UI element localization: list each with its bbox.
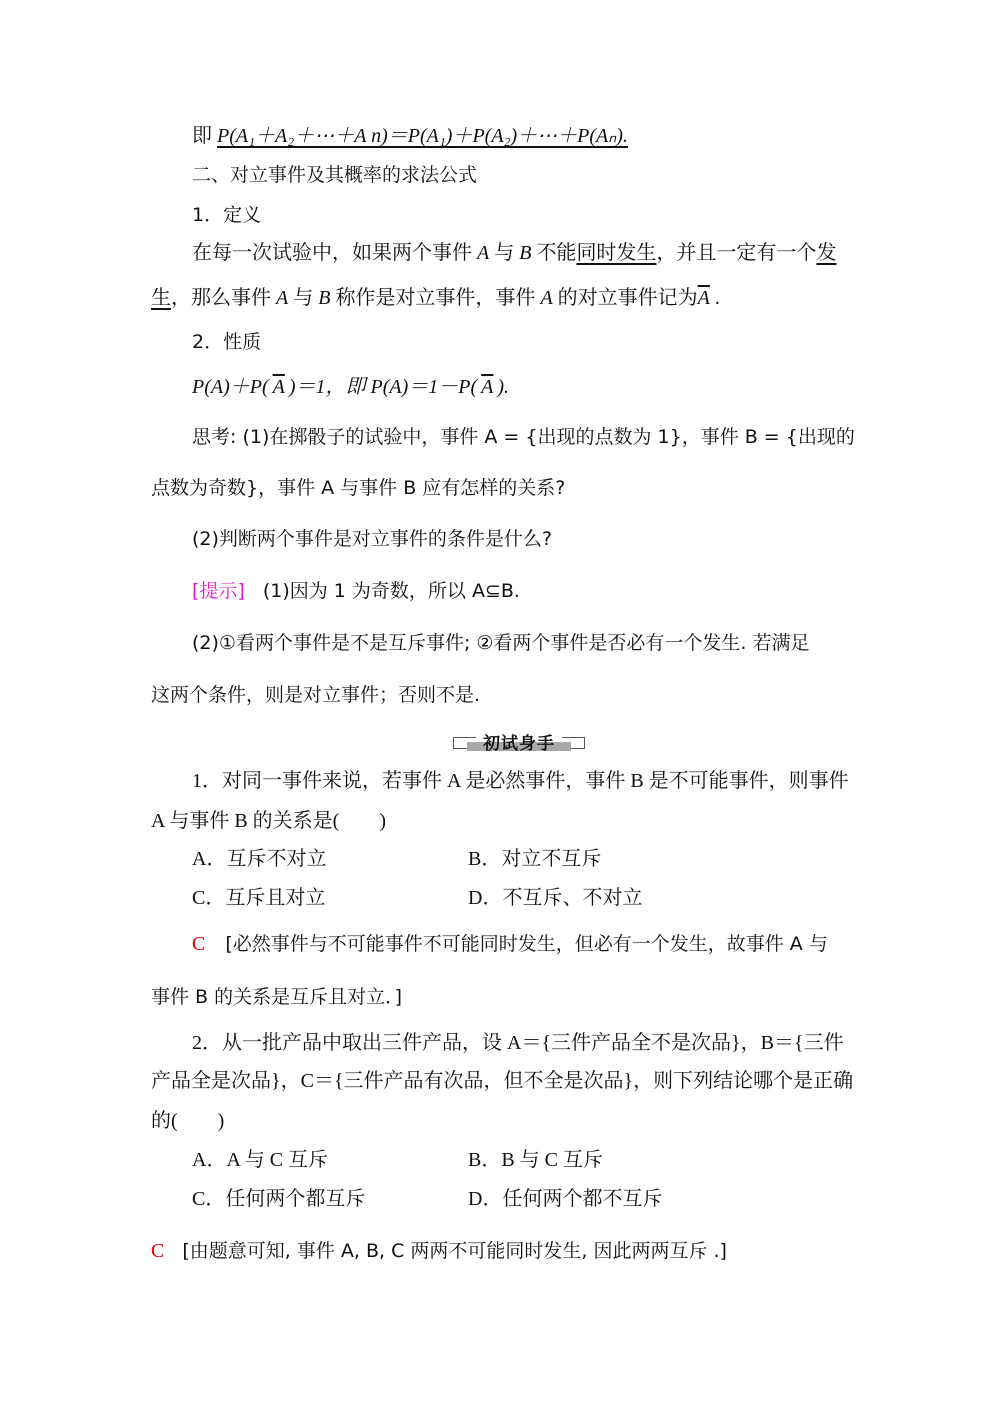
text: ，那么事件: [171, 287, 276, 309]
definition-heading-text: 1．定义: [192, 204, 262, 226]
text: )＝1，即 P(A)＝1－P(: [288, 376, 478, 398]
text: 不能: [531, 242, 577, 264]
hint-line-2: (2)①看两个事件是不是互斥事件; ②看两个事件是否必有一个发生. 若满足: [192, 632, 810, 654]
complement-a: $\overline{A}$: [481, 376, 494, 398]
q2-line-3: 的( ): [151, 1110, 225, 1132]
q1-line-1: 1．对同一事件来说，若事件 A 是必然事件，事件 B 是不可能事件，则事件: [192, 770, 849, 792]
text: 称作是对立事件，事件: [330, 287, 541, 309]
text: 与: [489, 242, 520, 264]
hint-text: (1)因为 1 为奇数，所以 A⊆B.: [262, 580, 520, 602]
underlined-term: 发: [816, 242, 837, 264]
q2-explanation: [由题意可知, 事件 A, B, C 两两不可能同时发生, 因此两两互斥 .]: [182, 1240, 727, 1262]
q1-option-d: D．不互斥、不对立: [468, 887, 643, 909]
complement-a: $\overline{A}$: [697, 287, 710, 309]
formula-prefix: 即: [192, 125, 217, 147]
var-a: A: [276, 287, 289, 309]
q1-option-a: A．互斥不对立: [192, 848, 327, 870]
var-b: B: [519, 242, 532, 264]
property-formula: [192, 374, 509, 400]
underlined-term: 同时发生: [576, 242, 657, 264]
text: P(A)＋P(: [192, 376, 269, 398]
property-heading-text: 2．性质: [192, 331, 262, 353]
think-line-1: 思考: (1)在掷骰子的试验中，事件 A = {出现的点数为 1}，事件 B = {出现的: [192, 426, 855, 448]
text: ).: [497, 376, 510, 398]
text: .: [709, 287, 720, 309]
section-title: 二、对立事件及其概率的求法公式: [192, 164, 478, 186]
var-a: A: [540, 287, 553, 309]
q1-answer: C: [192, 933, 206, 955]
q2-option-a: A．A 与 C 互斥: [192, 1149, 329, 1171]
property-heading: [192, 329, 261, 355]
q2-answer-line: [151, 1238, 727, 1264]
text: ，并且一定有一个: [656, 242, 817, 264]
q2-option-b: B．B 与 C 互斥: [468, 1149, 604, 1171]
q2-line-1: 2．从一批产品中取出三件产品，设 A＝{三件产品全不是次品}，B＝{三件: [192, 1032, 844, 1054]
underlined-term: 生: [151, 287, 171, 309]
q1-answer-line-1: [192, 931, 828, 957]
definition-heading: [192, 202, 261, 228]
text: 在每一次试验中，如果两个事件: [192, 242, 477, 264]
sum-formula-line: [192, 123, 628, 149]
hint-label: [提示]: [192, 580, 245, 602]
q2-option-d: D．任何两个都不互斥: [468, 1188, 663, 1210]
var-a: A: [477, 242, 490, 264]
text: 的对立事件记为: [552, 287, 698, 309]
think-line-3: (2)判断两个事件是对立事件的条件是什么?: [192, 528, 552, 550]
text: 与: [288, 287, 319, 309]
q1-option-c: C．互斥且对立: [192, 887, 326, 909]
var-b: B: [318, 287, 331, 309]
hint-line-1: [192, 578, 520, 604]
q1-line-2: A 与事件 B 的关系是( ): [151, 810, 386, 832]
q1-option-b: B．对立不互斥: [468, 848, 602, 870]
complement-a: $\overline{A}$: [272, 376, 285, 398]
think-line-2: 点数为奇数}，事件 A 与事件 B 应有怎样的关系?: [151, 477, 566, 499]
q1-explanation: [必然事件与不可能事件不可能同时发生，但必有一个发生，故事件 A 与: [225, 933, 828, 955]
q2-answer: C: [151, 1240, 165, 1262]
q2-option-c: C．任何两个都互斥: [192, 1188, 366, 1210]
section-banner: [453, 730, 585, 754]
q1-answer-line-2: 事件 B 的关系是互斥且对立．]: [151, 986, 403, 1008]
definition-line-2: [151, 285, 720, 311]
banner-title: 初试身手: [483, 734, 555, 754]
hint-line-3: 这两个条件，则是对立事件；否则不是.: [151, 684, 481, 706]
q2-line-2: 产品全是次品}，C＝{三件产品有次品，但不全是次品}，则下列结论哪个是正确: [151, 1070, 854, 1092]
definition-line-1: [192, 240, 836, 266]
sum-formula: P(A₁＋A₂＋⋯＋A n)＝P(A₁)＋P(A₂)＋⋯＋P(Aₙ).: [217, 125, 628, 147]
